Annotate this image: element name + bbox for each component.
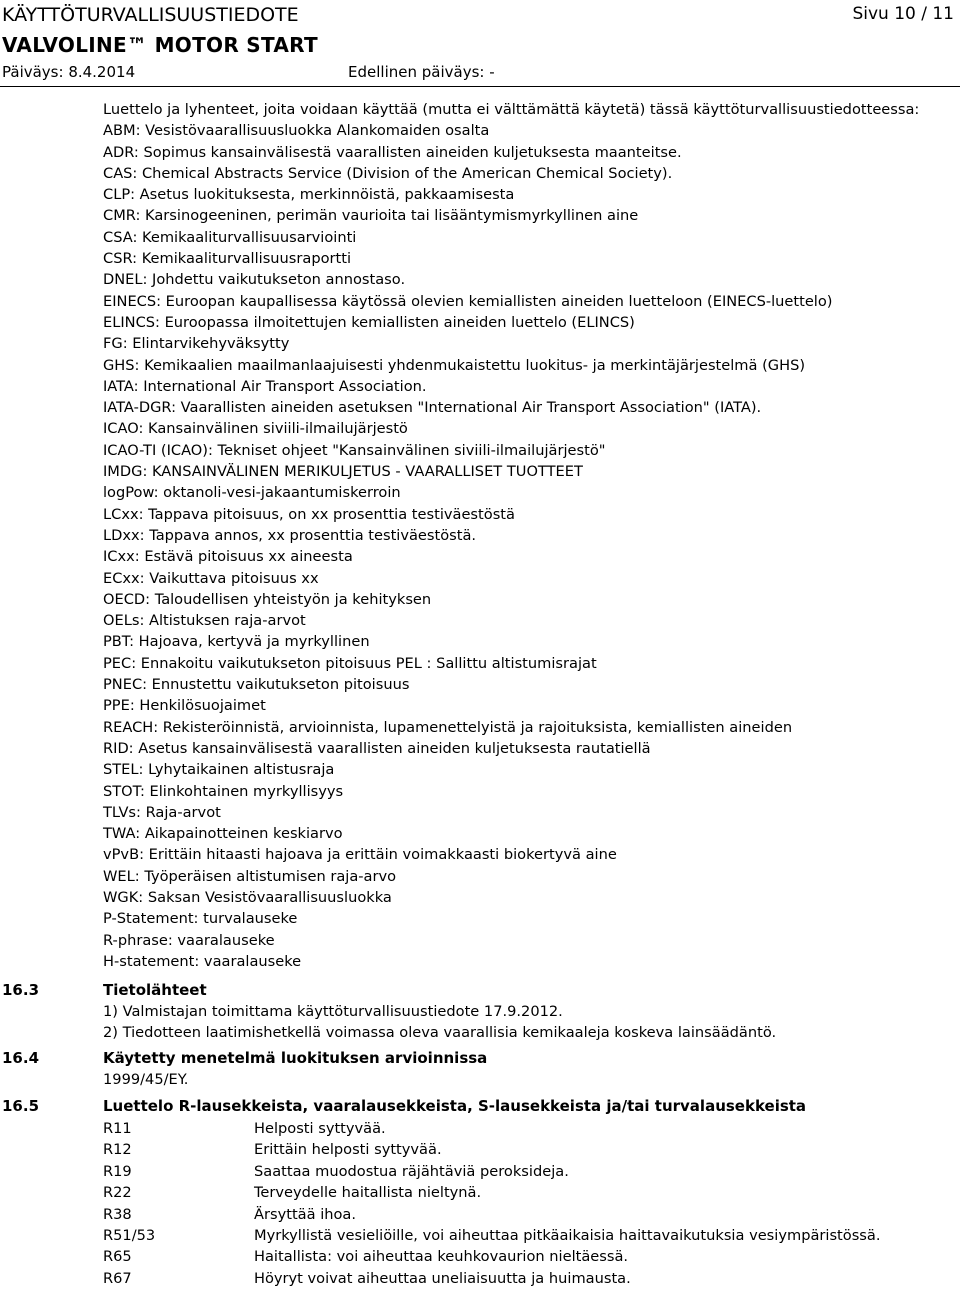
abbreviation-item: CSR: Kemikaaliturvallisuusraportti	[103, 250, 352, 268]
section-16-5-title: Luettelo R-lausekkeista, vaaralausekkeista, S-lausekkeista ja/tai turvalausekkeista	[103, 1097, 807, 1115]
abbreviation-item: ICxx: Estävä pitoisuus xx aineesta	[103, 548, 353, 566]
r-phrase-text: Haitallista: voi aiheuttaa keuhkovaurion nieltäessä.	[254, 1248, 629, 1266]
abbreviation-item: REACH: Rekisteröinnistä, arvioinnista, lupamenettelyistä ja rajoituksista, kemiallisten aineiden	[103, 718, 793, 736]
abbreviation-item: CMR: Karsinogeeninen, perimän vaurioita tai lisääntymismyrkyllinen aine	[103, 207, 639, 225]
r-phrase-text: Helposti syttyvää.	[254, 1120, 386, 1137]
abbreviation-item: IMDG: KANSAINVÄLINEN MERIKULJETUS - VAARALLISET TUOTTEET	[103, 463, 583, 481]
r-phrase-text: Saattaa muodostua räjähtäviä peroksideja.	[254, 1162, 569, 1180]
r-phrase-code: R19	[103, 1162, 132, 1180]
abbreviation-item: ABM: Vesistövaarallisuusluokka Alankomaiden osalta	[103, 122, 490, 140]
abbreviation-item: IATA-DGR: Vaarallisten aineiden asetuksen "International Air Transport Association" (IATA).	[103, 399, 762, 417]
abbreviation-item: WGK: Saksan Vesistövaarallisuusluokka	[103, 888, 392, 906]
abbreviation-item: CLP: Asetus luokituksesta, merkinnöistä, pakkaamisesta	[103, 186, 515, 204]
abbreviation-item: OECD: Taloudellisen yhteistyön ja kehityksen	[103, 590, 432, 608]
abbreviation-item: ELINCS: Euroopassa ilmoitettujen kemiallisten aineiden luettelo (ELINCS)	[103, 313, 635, 331]
abbreviation-item: PBT: Hajoava, kertyvä ja myrkyllinen	[103, 633, 370, 651]
previous-date: Edellinen päiväys: -	[348, 63, 495, 81]
abbreviation-item: FG: Elintarvikehyväksytty	[103, 335, 290, 353]
source-line: 2) Tiedotteen laatimishetkellä voimassa oleva vaarallisia kemikaaleja koskeva lainsäädäntö.	[103, 1024, 777, 1041]
abbreviation-item: CSA: Kemikaaliturvallisuusarviointi	[103, 228, 357, 246]
r-phrase-code: R51/53	[103, 1226, 156, 1244]
abbreviation-item: logPow: oktanoli-vesi-jakaantumiskerroin	[103, 484, 401, 502]
abbreviation-item: STOT: Elinkohtainen myrkyllisyys	[103, 782, 344, 800]
abbreviation-item: TLVs: Raja-arvot	[103, 803, 221, 821]
abbreviation-item: LCxx: Tappava pitoisuus, on xx prosenttia testiväestöstä	[103, 505, 515, 523]
source-line: 1) Valmistajan toimittama käyttöturvallisuustiedote 17.9.2012.	[103, 1003, 563, 1020]
abbreviation-item: GHS: Kemikaalien maailmanlaajuisesti yhdenmukaistettu luokitus- ja merkintäjärjestelmä (GHS)	[103, 356, 806, 374]
r-phrase-text: Ärsyttää ihoa.	[254, 1205, 357, 1223]
abbreviation-item: P-Statement: turvalauseke	[103, 910, 298, 928]
abbreviation-item: H-statement: vaaralauseke	[103, 952, 302, 970]
abbreviation-item: CAS: Chemical Abstracts Service (Division of the American Chemical Society).	[103, 164, 673, 182]
abbreviation-item: WEL: Työperäisen altistumisen raja-arvo	[103, 867, 397, 885]
section-16-4-title: Käytetty menetelmä luokituksen arvioinnissa	[103, 1049, 488, 1067]
section-16-3-title: Tietolähteet	[103, 981, 207, 999]
section-16-5-number: 16.5	[2, 1097, 40, 1115]
method-line: 1999/45/EY.	[103, 1071, 189, 1088]
abbreviation-item: DNEL: Johdettu vaikutukseton annostaso.	[103, 271, 406, 289]
page-number: Sivu 10 / 11	[852, 4, 954, 24]
abbreviation-item: PPE: Henkilösuojaimet	[103, 697, 266, 715]
r-phrase-code: R65	[103, 1248, 132, 1266]
section-16-4-number: 16.4	[2, 1049, 40, 1067]
issue-date: Päiväys: 8.4.2014	[2, 63, 136, 81]
abbreviation-item: Luettelo ja lyhenteet, joita voidaan käyttää (mutta ei välttämättä käytetä) tässä käyttöturvallisuustiedotteessa:	[103, 101, 920, 118]
header-divider	[0, 86, 960, 87]
abbreviation-item: RID: Asetus kansainvälisestä vaarallisten aineiden kuljetuksesta rautatiellä	[103, 739, 651, 757]
section-16-3-number: 16.3	[2, 981, 40, 999]
abbreviation-item: OELs: Altistuksen raja-arvot	[103, 612, 306, 630]
abbreviation-item: TWA: Aikapainotteinen keskiarvo	[103, 825, 343, 843]
r-phrase-code: R67	[103, 1269, 132, 1287]
r-phrase-code: R11	[103, 1120, 132, 1137]
abbreviation-list	[103, 99, 919, 972]
r-phrase-code: R38	[103, 1205, 132, 1223]
r-phrase-text: Erittäin helposti syttyvää.	[254, 1141, 442, 1159]
abbreviation-item: LDxx: Tappava annos, xx prosenttia testiväestöstä.	[103, 526, 477, 544]
r-phrase-text: Höyryt voivat aiheuttaa uneliaisuutta ja huimausta.	[254, 1269, 631, 1287]
abbreviation-item: ICAO: Kansainvälinen siviili-ilmailujärjestö	[103, 420, 408, 438]
abbreviation-item: ADR: Sopimus kansainvälisestä vaarallisten aineiden kuljetuksesta maanteitse.	[103, 143, 682, 161]
abbreviation-item: IATA: International Air Transport Association.	[103, 377, 427, 395]
abbreviation-item: PNEC: Ennustettu vaikutukseton pitoisuus	[103, 676, 410, 694]
r-phrase-code: R22	[103, 1184, 132, 1202]
abbreviation-item: ECxx: Vaikuttava pitoisuus xx	[103, 569, 319, 587]
abbreviation-item: vPvB: Erittäin hitaasti hajoava ja erittäin voimakkaasti biokertyvä aine	[103, 846, 617, 864]
r-phrase-text: Terveydelle haitallista nieltynä.	[254, 1184, 482, 1202]
abbreviation-item: R-phrase: vaaralauseke	[103, 931, 275, 949]
abbreviation-item: ICAO-TI (ICAO): Tekniset ohjeet "Kansainvälinen siviili-ilmailujärjestö"	[103, 441, 606, 459]
abbreviation-item: PEC: Ennakoitu vaikutukseton pitoisuus PEL : Sallittu altistumisrajat	[103, 654, 597, 672]
r-phrase-code: R12	[103, 1141, 132, 1159]
abbreviation-item: EINECS: Euroopan kaupallisessa käytössä olevien kemiallisten aineiden luetteloon (EINECS-luettelo)	[103, 292, 833, 310]
document-type: KÄYTTÖTURVALLISUUSTIEDOTE	[2, 4, 299, 26]
r-phrase-text: Myrkyllistä vesieliöille, voi aiheuttaa pitkäaikaisia haittavaikutuksia vesiympäristössä.	[254, 1226, 881, 1244]
abbreviation-item: STEL: Lyhytaikainen altistusraja	[103, 761, 335, 779]
product-name: VALVOLINE™ MOTOR START	[2, 33, 318, 57]
